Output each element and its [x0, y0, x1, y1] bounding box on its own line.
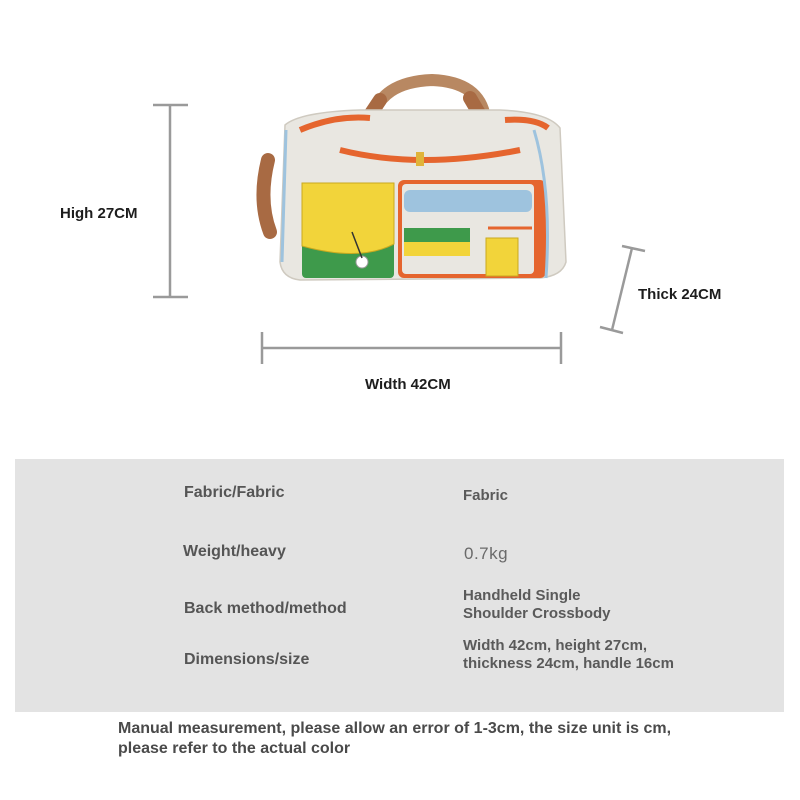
height-label: High 27CM [60, 205, 138, 222]
spec-value-carry-method-line2: Shoulder Crossbody [463, 605, 611, 622]
spec-value-carry-method-line1: Handheld Single [463, 587, 581, 604]
height-measure-line [153, 105, 188, 297]
spec-value-fabric: Fabric [463, 487, 509, 504]
spec-value-dimensions-line1: Width 42cm, height 27cm, [463, 637, 648, 654]
duffel-bag-illustration [263, 80, 566, 280]
measurement-note [118, 719, 778, 759]
measurement-note-line2: please refer to the actual color [118, 740, 351, 757]
width-measure-line [262, 332, 561, 364]
spec-panel [15, 459, 784, 712]
thickness-label: Thick 24CM [638, 286, 722, 303]
spec-key-dimensions: Dimensions/size [184, 651, 310, 668]
spec-value-dimensions-line2: thickness 24cm, handle 16cm [463, 655, 674, 672]
spec-key-fabric: Fabric/Fabric [184, 484, 285, 501]
spec-key-carry-method: Back method/method [184, 600, 347, 617]
measurement-note-line1: Manual measurement, please allow an error of 1-3cm, the size unit is cm, [118, 720, 672, 737]
spec-value-weight: 0.7kg [464, 544, 509, 563]
spec-key-weight: Weight/heavy [183, 543, 286, 560]
width-label: Width 42CM [365, 376, 451, 393]
